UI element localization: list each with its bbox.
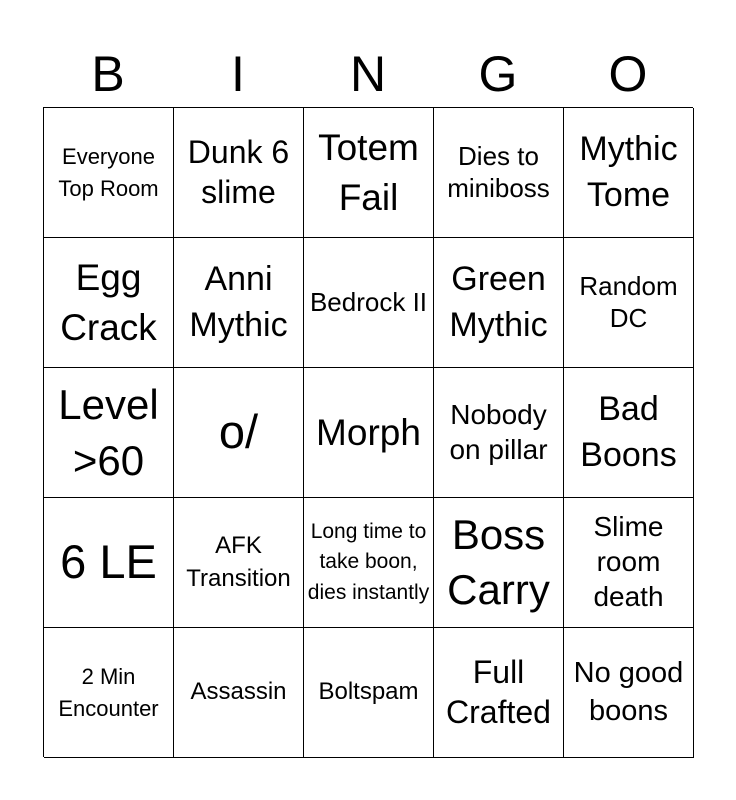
bingo-board [43,107,693,757]
header-letter-b: B [91,46,125,102]
cell-label: o/ [218,405,259,459]
bingo-cell[interactable] [564,628,694,758]
bingo-cell[interactable] [44,628,174,758]
cell-label: 2 Min Encounter [58,664,159,721]
bingo-cell[interactable] [174,498,304,628]
header-letter-i: I [231,46,245,102]
bingo-cell[interactable] [434,368,564,498]
cell-label: Slime room death [593,511,664,612]
cell-label: Bad Boons [580,389,677,474]
cell-label: AFK Transition [186,532,291,592]
cell-label: No good boons [573,656,684,727]
bingo-cell[interactable] [44,238,174,368]
bingo-cell[interactable] [434,628,564,758]
bingo-cell[interactable] [564,238,694,368]
cell-label: Green Mythic [449,259,548,344]
header-letter-o: O [608,46,648,102]
bingo-cell[interactable] [174,238,304,368]
bingo-cell[interactable] [304,238,434,368]
bingo-cell[interactable] [434,108,564,238]
bingo-cell[interactable] [564,108,694,238]
cell-label: Egg Crack [60,256,157,348]
cell-label: Totem Fail [318,126,419,218]
cell-label: Bedrock II [309,286,428,317]
bingo-cell[interactable] [564,368,694,498]
bingo-cell[interactable] [434,238,564,368]
bingo-cell[interactable] [174,108,304,238]
bingo-cell[interactable] [304,498,434,628]
cell-label: Level >60 [58,381,159,484]
cell-label: Full Crafted [446,654,551,730]
bingo-cell[interactable] [174,628,304,758]
cell-label: Morph [316,411,421,453]
cell-label: Everyone Top Room [58,144,159,201]
header-letter-g: G [478,46,518,102]
cell-label: Assassin [190,678,287,706]
cell-label: Anni Mythic [189,259,288,344]
bingo-cell[interactable] [304,368,434,498]
bingo-cell[interactable] [44,368,174,498]
bingo-cell[interactable] [44,498,174,628]
cell-label: Boss Carry [447,510,550,613]
bingo-header [43,40,693,108]
cell-label: Long time to take boon, dies instantly [307,519,430,604]
cell-label: 6 LE [60,535,157,589]
cell-label: Dies to miniboss [447,141,550,203]
bingo-cell[interactable] [434,498,564,628]
cell-label: Nobody on pillar [449,398,548,465]
bingo-cell[interactable] [304,628,434,758]
header-letter-n: N [349,46,387,102]
bingo-cell[interactable] [564,498,694,628]
bingo-cell[interactable] [304,108,434,238]
cell-label: Random DC [579,271,678,333]
cell-label: Dunk 6 slime [187,134,290,210]
cell-label: Mythic Tome [579,129,678,214]
bingo-cell[interactable] [174,368,304,498]
bingo-cell[interactable] [44,108,174,238]
cell-label: Boltspam [318,678,419,706]
